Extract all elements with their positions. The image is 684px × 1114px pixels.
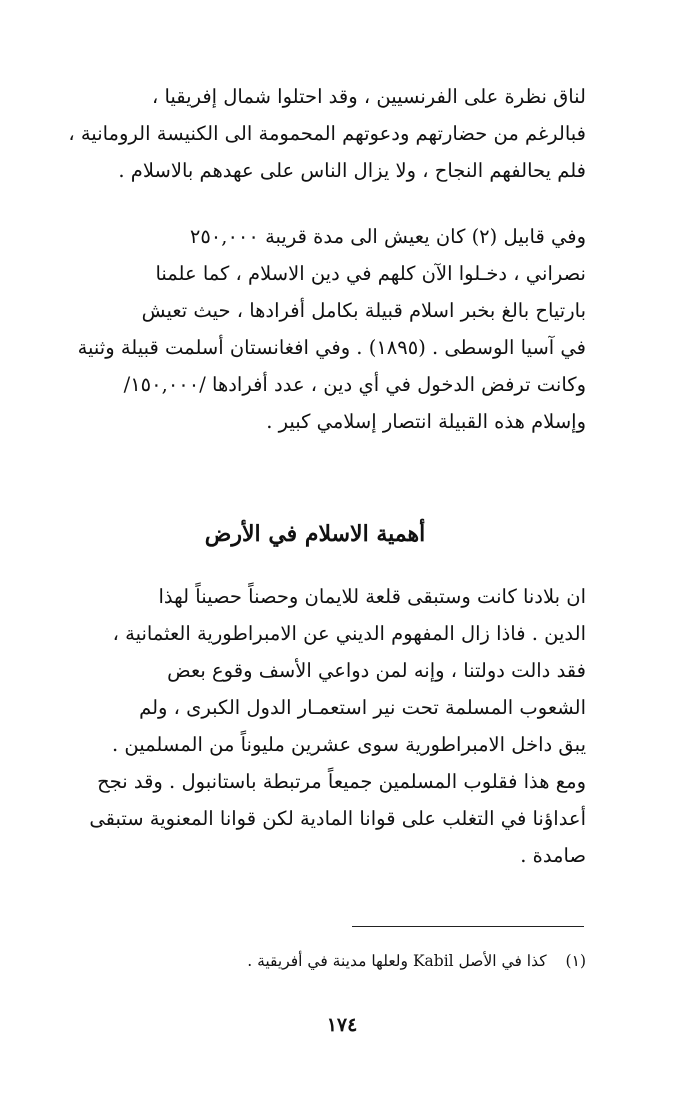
text-line: الشعوب المسلمة تحت نير استعمـار الدول الكبرى ، ولم <box>139 696 586 719</box>
text-line: أعداؤنا في التغلب على قوانا المادية لكن قوانا المعنوية ستبقى <box>89 807 586 830</box>
footnote-divider <box>352 926 584 927</box>
text-line: وكانت ترفض الدخول في أي دين ، عدد أفرادها /١٥٠,٠٠٠/ <box>123 373 586 396</box>
text-line: في آسيا الوسطى . (١٨٩٥) . وفي افغانستان أسلمت قبيلة وثنية <box>77 336 586 359</box>
text-line: فلم يحالفهم النجاح ، ولا يزال الناس على عهدهم بالاسلام . <box>118 159 586 182</box>
text-line: ومع هذا فقلوب المسلمين جميعاً مرتبطة باستانبول . وقد نجح <box>97 770 586 793</box>
text-line: صامدة . <box>520 844 586 867</box>
text-line: يبق داخل الامبراطورية سوى عشرين مليوناً من المسلمين . <box>112 733 586 756</box>
text-line: ان بلادنا كانت وستبقى قلعة للايمان وحصناً حصيناً لهذا <box>158 585 586 608</box>
text-line: نصراني ، دخـلوا الآن كلهم في دين الاسلام ، كما علمنا <box>155 262 586 285</box>
text-line: فبالرغم من حضارتهم ودعوتهم المحمومة الى الكنيسة الرومانية ، <box>68 122 586 145</box>
section-heading: أهمية الاسلام في الأرض <box>204 521 426 547</box>
footnote-marker: (١) <box>565 952 586 970</box>
footnote <box>180 948 586 974</box>
text-line: وفي قابيل (٢) كان يعيش الى مدة قريبة ٢٥٠,٠٠٠ <box>189 225 586 248</box>
text-line: فقد دالت دولتنا ، وإنه لمن دواعي الأسف وقوع بعض <box>167 659 586 682</box>
footnote-text: كذا في الأصل Kabil ولعلها مدينة في أفريقية . <box>247 952 547 970</box>
page-number: ١٧٤ <box>326 1014 358 1036</box>
paragraph-2 <box>44 218 586 440</box>
paragraph-3 <box>44 578 586 874</box>
text-line: وإسلام هذه القبيلة انتصار إسلامي كبير . <box>266 410 586 433</box>
paragraph-1 <box>44 78 586 189</box>
text-line: الدين . فاذا زال المفهوم الديني عن الامبراطورية العثمانية ، <box>112 622 586 645</box>
text-line: لناق نظرة على الفرنسيين ، وقد احتلوا شمال إفريقيا ، <box>151 85 586 108</box>
text-line: بارتياح بالغ بخبر اسلام قبيلة بكامل أفرادها ، حيث تعيش <box>141 299 586 322</box>
